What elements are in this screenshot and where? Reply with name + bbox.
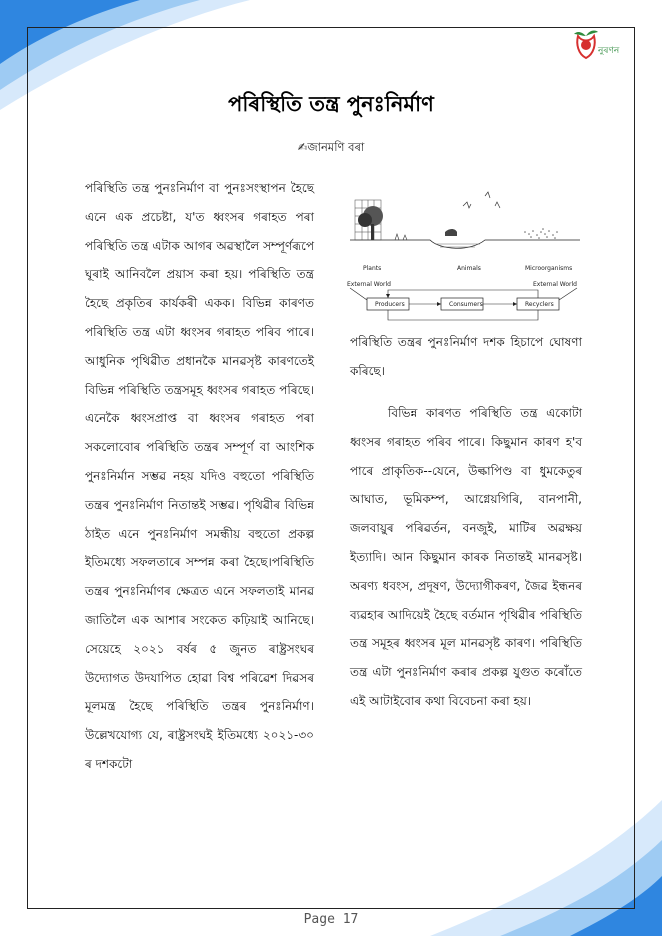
animal-icon bbox=[445, 229, 457, 236]
label-animals: Animals bbox=[457, 265, 481, 272]
right-column bbox=[350, 399, 582, 716]
label-plants: Plants bbox=[363, 265, 382, 272]
page-number: Page 17 bbox=[303, 912, 359, 927]
ecosystem-diagram bbox=[345, 188, 585, 328]
label-microorganisms: Microorganisms bbox=[525, 265, 573, 272]
consumers-label: Consumers bbox=[449, 301, 483, 308]
label-external-right: External World bbox=[533, 281, 577, 288]
microorganisms-dots bbox=[524, 228, 558, 239]
left-column bbox=[85, 174, 314, 779]
article-title: পৰিস্থিতি তন্ত্ৰ পুনঃনিৰ্মাণ bbox=[228, 92, 434, 116]
figure-caption bbox=[350, 328, 582, 386]
grass-icon bbox=[395, 234, 407, 240]
birds-icon bbox=[463, 192, 500, 208]
author-byline: ✍জানমণি বৰা bbox=[297, 140, 365, 154]
producers-label: Producers bbox=[375, 301, 405, 308]
label-external-left: External World bbox=[347, 281, 391, 288]
body-paragraph: পৰিস্থিতি তন্ত্ৰ পুনঃনিৰ্মাণ বা পুনঃসংস্থাপন হৈছে এনে এক প্ৰচেষ্টা, য'ত ধ্বংসৰ গৰাহত পৰা পৰিস্থিতি তন্ত্ৰ এটাক আগৰ অৱস্থালৈ সম্পূৰ্ণৰূপে ঘূৰাই আনিবলৈ প্ৰয়াস কৰা হয়। পৰিস্থিতি তন্ত্ৰ হৈছে প্ৰকৃতিৰ কাৰ্যকৰী একক। বিভিন্ন কাৰণত পৰিস্থিতি তন্ত্ৰ এটা ধ্বংসৰ গৰাহত পৰিব পাৰে। আধুনিক পৃথিৱীত প্ৰধানকৈ মানৱসৃষ্ট কাৰণতেই বিভিন্ন পৰিস্থিতি তন্ত্ৰসমূহ ধ্বংসৰ গৰাহত পৰিছে। এনেকৈ ধ্বংসপ্ৰাপ্ত বা ধ্বংসৰ গৰাহত পৰা সকলোবোৰ পৰিস্থিতি তন্ত্ৰৰ সম্পূৰ্ণ বা আংশিক পুনঃনিৰ্মান সম্ভৱ নহয় যদিও বহুতো পৰিস্থিতি তন্ত্ৰৰ পুনঃনিৰ্মাণ নিতান্তই সম্ভৱ। পৃথিৱীৰ বিভিন্ন ঠাইত এনে পুনঃনিৰ্মাণ সমন্ধীয় বহুতো প্ৰকল্প ইতিমধ্যে সফলতাৰে সম্পন্ন কৰা হৈছে।পৰিস্থিতি তন্ত্ৰৰ পুনঃনিৰ্মাণৰ ক্ষেত্ৰত এনে সফলতাই মানৱ জাতিলৈ এক আশাৰ সংকেত কঢ়িয়াই আনিছে। সেয়েহে ২০২১ বৰ্ষৰ ৫ জুনত ৰাষ্ট্ৰসংঘৰ উদ্যোগত উদযাপিত হোৱা বিশ্ব পৰিৱেশ দিৱসৰ মূলমন্ত্ৰ হৈছে পৰিস্থিতি তন্ত্ৰৰ পুনঃনিৰ্মাণ। উল্লেখযোগ্য যে, ৰাষ্ট্ৰসংঘই ইতিমধ্যে ২০২১-৩০ ৰ দশকটো bbox=[85, 181, 314, 771]
recyclers-label: Recyclers bbox=[525, 301, 554, 308]
body-paragraph-2: বিভিন্ন কাৰণত পৰিস্থিতি তন্ত্ৰ একোটা ধ্বংসৰ গৰাহত পৰিব পাৰে। কিছুমান কাৰণ হ'ব পাৰে প্ৰাকৃতিক--যেনে, উল্কাপিণ্ড বা ধুমকেতুৰ আঘাত, ভূমিকম্প, আগ্নেয়গিৰি, বানপানী, জলবায়ুৰ পৰিৱৰ্তন, বনজুই, মাটিৰ অৱক্ষয় ইত্যাদি। আন কিছুমান কাৰক নিতান্তই মানৱসৃষ্ট। অৰণ্য ধবংস, প্ৰদূষণ, উদ্যোগীকৰণ, জৈৱ ইন্ধনৰ ব্যৱহাৰ আদিয়েই হৈছে বৰ্তমান পৃথিৱীৰ পৰিস্থিতি তন্ত্ৰ সমূহৰ ধ্বংসৰ মূল মানৱসৃষ্ট কাৰণ। পৰিস্থিতি তন্ত্ৰ এটা পুনঃনিৰ্মাণ কৰাৰ প্ৰকল্প যুগুত কৰোঁতে এই আটাইবোৰ কথা বিবেচনা কৰা হয়। bbox=[350, 406, 582, 708]
logo-text: নুৰণন bbox=[598, 46, 620, 56]
caption-text: পৰিস্থিতি তন্ত্ৰৰ পুনঃনিৰ্মাণ দশক হিচাপে ঘোষণা কৰিছে। bbox=[350, 335, 582, 378]
